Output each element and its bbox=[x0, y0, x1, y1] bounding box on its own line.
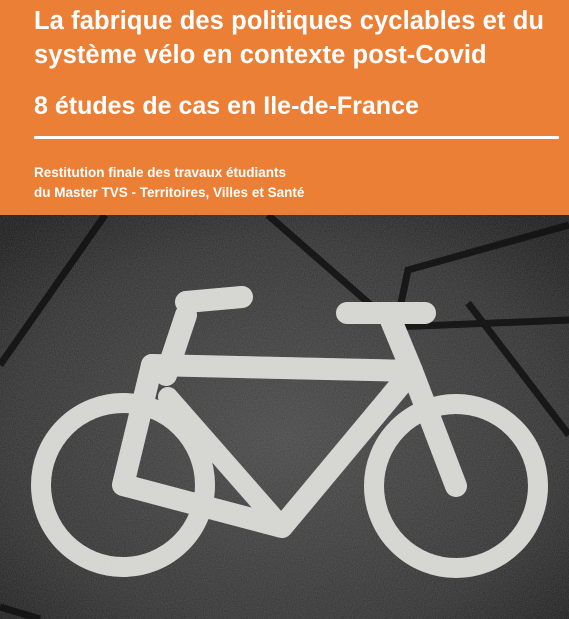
title-line-1: La fabrique des politiques cyclables et du bbox=[34, 7, 545, 35]
title-line-2: système vélo en contexte post-Covid bbox=[34, 41, 487, 69]
credits-line-1: Restitution finale des travaux étudiants bbox=[34, 165, 287, 180]
document-subtitle: 8 études de cas en Ile-de-France bbox=[34, 92, 419, 120]
cover-photo bbox=[0, 215, 569, 619]
credits-text bbox=[34, 163, 304, 203]
divider-line bbox=[34, 136, 559, 139]
document-title bbox=[34, 4, 564, 72]
bicycle-lane-marking-icon bbox=[0, 215, 569, 619]
credits-line-2: du Master TVS - Territoires, Villes et Santé bbox=[34, 185, 305, 200]
cover-header bbox=[0, 0, 569, 215]
